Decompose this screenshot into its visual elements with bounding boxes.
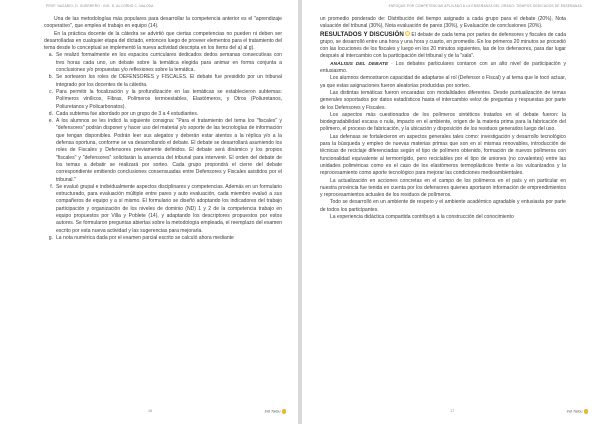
paragraph: Todo se desarrolló en un ambiente de respeto y el ambiente académico agradable y entusiasta por parte de todos los participantes. <box>320 199 566 213</box>
paragraph: Las defensas se fortalecieron en aspectos generales tales como: investigación y desarrollo tecnológico para la búsqueda y empleo de nuevas materias primas que son en sí mismas renovables, introducción de técnicas de reciclaje diferenciadas según el tipo de polímero obtenido, formación de nuevos polímeros con funcionalidad equivalente al termorrígido, pero reciclables por el tipo de uniones (no covalentes) entre las unidades poliméricas como es el caso de los elastómeros termoplásticos frente a los vulcanizados y la reprocesamiento como aporte tecnológico para mejorar las condiciones medioambientales. <box>320 133 566 177</box>
running-head: ENFOQUE POR COMPETENCIAS APLICADO A LA ENSEÑANZA DEL GRADO: TIEMPOS DEDICADOS DE ENSEÑANZA <box>388 4 582 8</box>
list-item <box>44 118 282 184</box>
right-page <box>302 0 600 424</box>
section-bullet-icon <box>405 31 410 36</box>
list-marker: a. <box>48 52 53 59</box>
paragraph: Las distintas temáticas fueron encaradas con modalidades diferentes. Desde puntualización de temas generales soportados por datos estadísticos hasta el intercambio veloz de preguntas y respuestas por parte de los Defensores y Fiscales. <box>320 89 566 111</box>
right-page-body <box>320 16 566 404</box>
journal-brand-text: Ind Tarbu <box>264 409 281 414</box>
list-marker: c. <box>49 88 53 95</box>
section-title: RESULTADOS Y DISCUSIÓN <box>320 30 404 38</box>
list-item-text: Se realizó formalmente en los espacios curriculares dedicados dedos semanas consecutivas con tres horas cada uno, un debate sobre la temática elegida para animar en forma conjunta a conclusiones y/o propuestas y/o reflexiones sobre la temática. <box>56 52 282 74</box>
list-item <box>44 235 282 242</box>
list-item-text: Se sortearon los roles de DEFENSORES y FISCALES. El debate fue presidido por un tribunal integrado por los docentes de la cátedra. <box>56 74 282 88</box>
list-item-text: A los alumnos se les indicó la siguiente consigna: "Para el tratamiento del tema los "fiscales" y "defensores" podrán disponer y hacer uso del material y/o soporte de las tecnologías de información que tengan disponibles. Podrán leer sus alegatos y deberán estar atentos a la réplica y/o a la defensa oportuna, conforme se va desarrollando el debate. El debate se desarrollará asumiendo los roles de Fiscales y Defensores previamente definidos. El debate será dinámico y los propios "fiscales" y "defensores" solicitarán la anuencia del tribunal para intervenir. El orden del debate de los temas a debatir se realizará por sorteo. Cada grupo propondrá el cierre del debate correspondiente emitiendo conclusiones consensuadas entre Defensores y Fiscales asistidos por el tribunal." <box>56 118 282 183</box>
left-page <box>0 0 298 424</box>
list-marker: b. <box>48 74 53 81</box>
section-paragraph <box>320 31 566 61</box>
running-head: PROF. NAZARIO, D. GUERRERO · ING. D. ALCORNO C. NALODA <box>46 4 154 8</box>
list-marker: g. <box>48 234 53 241</box>
paragraph: Los aspectos más cuestionados de los polímeros sintéticos tratados en el debate fueron: la biodegradabilidad escasa o nula, impacto en el ambiente, origen de la materia prima para la fabricación del polímero, el proceso de fabricación, y la ubicación y disposición de los residuos generados luego del uso. <box>320 111 566 133</box>
list-item-text: Se evaluó grupal e individualmente aspectos disciplinares y competencias. Además en un formulario estructurado, para evaluación múltiple entre pares y auto evaluación, cada miembro evaluó a sus compañeros de equipo y a sí mismo. El formulario se diseñó adoptando los indicadores del trabajo participación y organización de los niveles de dominio (ND) 1 y 2 de la competencia trabajo en equipo propuestos por Villa y Poblete (14), y adaptando los descriptores propuestos por estos autores. Se formularon preguntas abiertas sobre la metodología empleada, el reemplazo del examen escrito por esta nueva actividad y las sugerencias para mejorarla. <box>56 183 282 234</box>
journal-brand <box>265 409 286 414</box>
list-item <box>44 89 282 111</box>
page-number: 17 <box>450 409 455 413</box>
page-number: 16 <box>148 409 153 413</box>
list-marker: e. <box>48 118 53 125</box>
page-footer <box>302 409 600 417</box>
list-marker: f. <box>50 183 53 190</box>
list-item <box>44 184 282 235</box>
journal-brand-text: Ind Tarbu <box>566 409 583 414</box>
journal-brand <box>567 409 588 414</box>
paragraph: Una de las metodologías más populares para desarrollar la competencia anterior es el "aprendizaje cooperativo", que emplea el trabajo en equipo (14). <box>44 16 282 30</box>
paragraph: En la práctica docente de la cátedra se advirtió que ciertas competencias no pueden ni deben ser desarrolladas en cualquier etapa del dictado, entonces luego de proveer elementos para el tratamiento del tema desde lo conceptual se implementó la nueva actividad descripta en los ítems del a) al g). <box>44 30 282 52</box>
list-marker: d. <box>48 110 53 117</box>
list-item <box>44 52 282 74</box>
journal-logo-icon <box>584 409 589 414</box>
page-footer <box>0 409 298 417</box>
list-item <box>44 111 282 118</box>
subsection-text: · Los debates particulares contaron con un alto nivel de participación y entusiasmo. <box>320 60 566 75</box>
paragraph: Los alumnos demostraron capacidad de adaptarse al rol (Defensor o Fiscal) y al tema que le tocó actuar, ya que estas asignaciones fueron aleatorias producidas por sorteo. <box>320 75 566 89</box>
paragraph: un promedio ponderado de: Distribución del tiempo asignado a cada grupo para el debate (20%), Nota valuación del tribunal (30%), Nota evaluación de pares (30%), y Evaluación de conclusiones (20%). <box>320 16 566 30</box>
list-item-text: Para permitir la focalización y la profundización en las temáticas se establecieron subtemas: Polímeros vinílicos, Fibras, Polímeros termoestables, Elastómeros, y Otros (Poliuretanos, Poliuretanos y Policarbonatos). <box>56 88 282 110</box>
list-item-text: La nota numérica dada por el examen parcial escrito se calculó ahora mediante <box>56 234 234 241</box>
list-item-text: Cada subtema fue abordado por un grupo de 3 a 4 estudiantes. <box>56 110 199 117</box>
paragraph: La experiencia didáctica compartida contribuyó a la construcción del conocimiento <box>330 214 514 221</box>
subsection-title: ANÁLISIS DEL DEBATE <box>330 61 389 67</box>
journal-logo-icon <box>282 409 287 414</box>
list-item <box>44 74 282 89</box>
paragraph: La actualización en acciones concretas en el campo de los polímeros en el país y en particular en nuestra provincia fue tenida en cuenta por los defensores quienes aportaron información de emprendimientos y reprocesamientos actuales de los residuos de polímeros. <box>320 177 566 199</box>
left-page-body <box>44 16 282 404</box>
subsection-paragraph <box>320 61 566 76</box>
section-text: El debate de cada tema por partes de defensores y fiscales de cada grupo, se desarrolló entre una hora y una hora y cuarto, en promedio. En los primeros 20 minutos se procedió con las locuciones de los fiscales y luego en los 20 minutos siguientes, las de los defensores, para dar lugar después al intercambio con la participación del tribunal y de la "sala". <box>320 31 566 60</box>
